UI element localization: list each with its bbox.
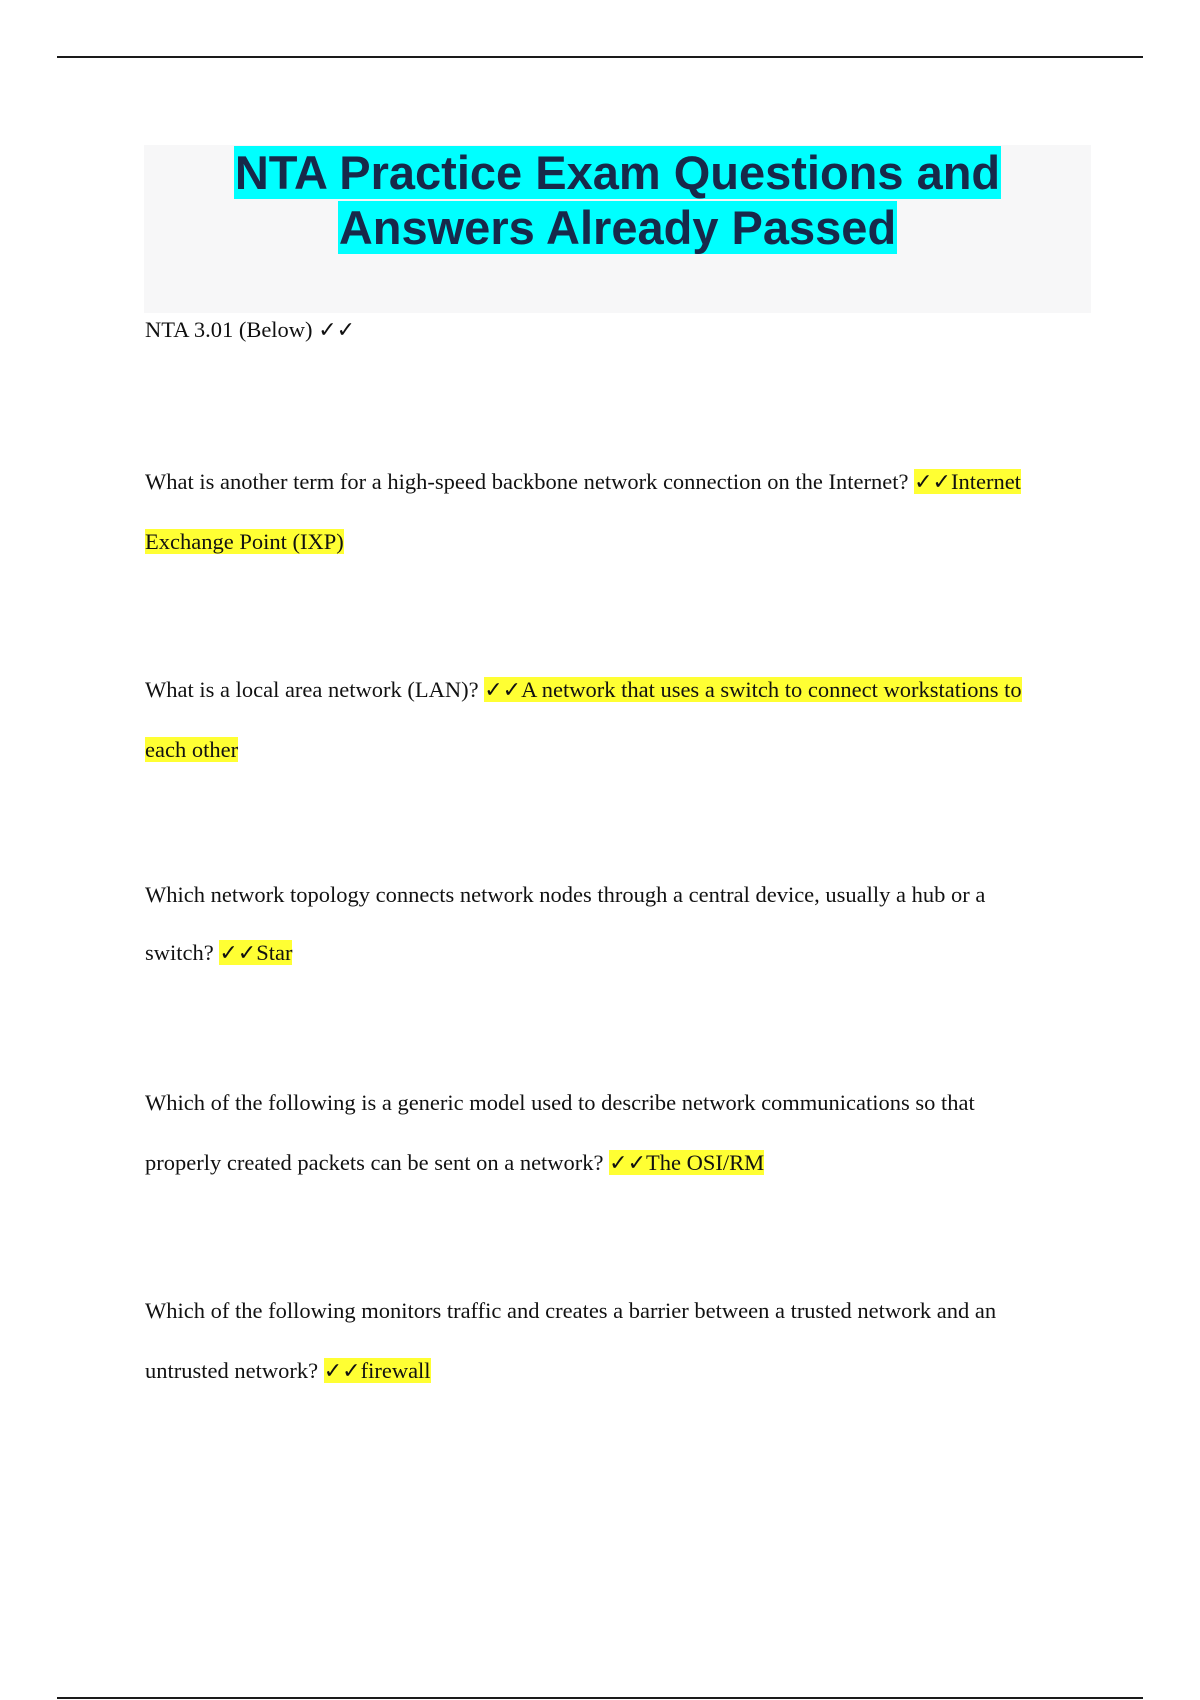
answer-2-text-1: A network that uses a switch to connect workstations to [521,677,1022,702]
question-2-text: What is a local area network (LAN)? [145,677,479,702]
title-banner [144,145,1091,313]
answer-2-text-2: each other [145,737,239,762]
bottom-rule [57,1697,1143,1699]
double-check-icon: ✓✓ [318,318,356,343]
question-3-line-2 [145,938,292,969]
answer-4-text: The OSI/RM [646,1150,765,1175]
question-4-text-2: properly created packets can be sent on a network? [145,1150,604,1175]
answer-4 [609,1150,764,1175]
question-4-line-1 [145,1088,975,1118]
section-heading [145,315,355,346]
title-line-1: NTA Practice Exam Questions and [234,146,1001,199]
double-check-icon: ✓✓ [484,678,522,703]
double-check-icon: ✓✓ [323,1359,361,1384]
document-title [144,145,1091,255]
answer-5-text: firewall [360,1358,431,1383]
question-1-line-2 [145,527,344,557]
question-4-line-2 [145,1148,764,1179]
question-5-text-1: Which of the following monitors traffic and creates a barrier between a trusted network and an [145,1298,997,1323]
double-check-icon: ✓✓ [914,470,951,495]
answer-1-start [914,469,1021,494]
question-3-text-2: switch? [145,940,214,965]
double-check-icon: ✓✓ [609,1151,647,1176]
answer-3 [219,940,292,965]
question-5-line-1 [145,1296,996,1326]
section-heading-text: NTA 3.01 (Below) [145,317,313,342]
answer-5 [324,1358,431,1383]
question-2-line-1 [145,675,1022,706]
question-1-line-1 [145,467,1021,498]
question-5-line-2 [145,1356,431,1387]
double-check-icon: ✓✓ [219,941,257,966]
question-4-text-1: Which of the following is a generic model used to describe network communications so that [145,1090,975,1115]
top-rule [57,56,1143,58]
question-1-text: What is another term for a high-speed backbone network connection on the Internet? [145,469,909,494]
answer-2-start [484,677,1021,702]
question-2-line-2 [145,735,238,765]
question-3-text-1: Which network topology connects network nodes through a central device, usually a hub or a [145,882,986,907]
question-3-line-1 [145,880,985,910]
answer-3-text: Star [256,940,293,965]
answer-1-text-2: Exchange Point (IXP) [145,529,344,554]
title-line-2: Answers Already Passed [338,201,897,254]
answer-1-text-1: Internet [950,469,1021,494]
question-5-text-2: untrusted network? [145,1358,319,1383]
